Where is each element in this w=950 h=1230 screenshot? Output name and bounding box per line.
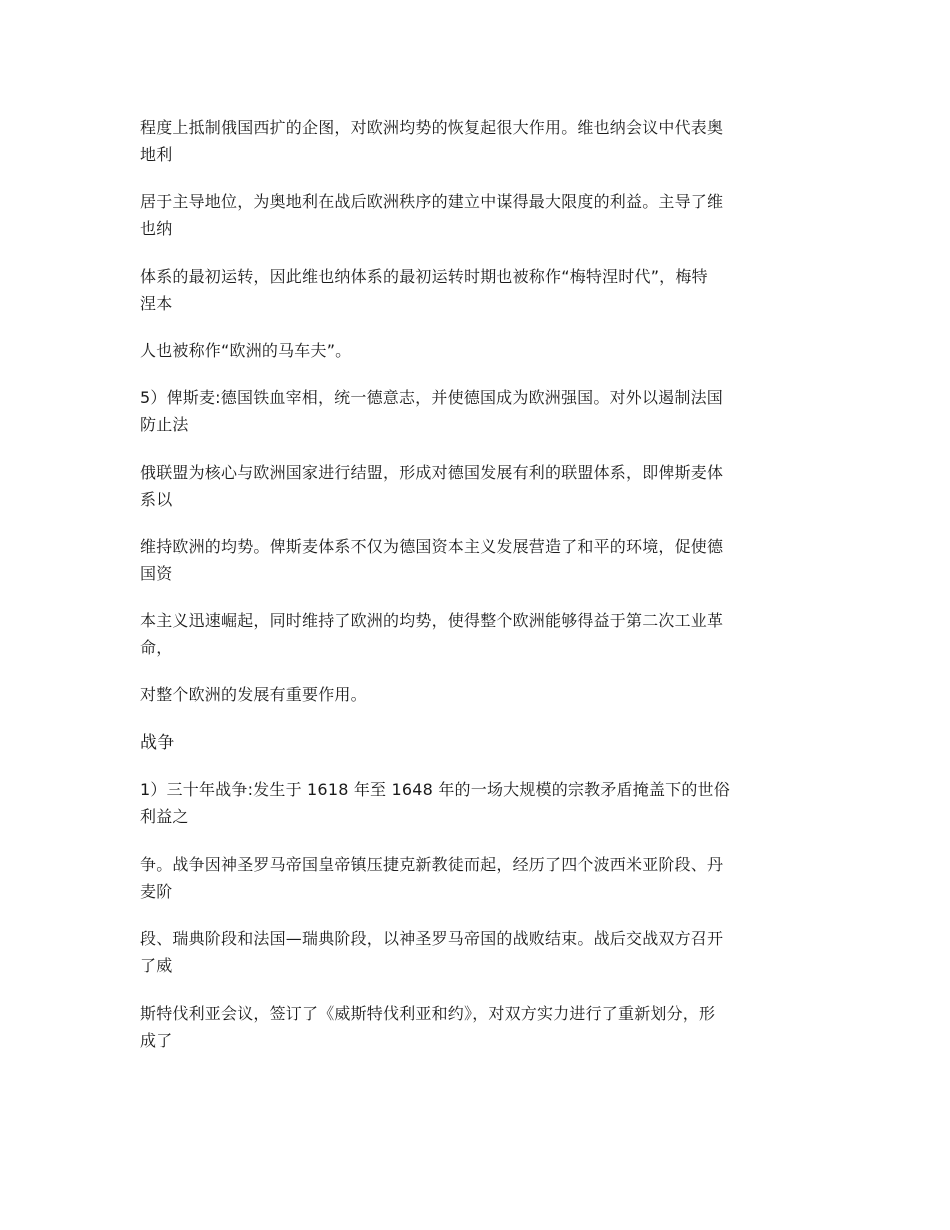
text-line: 居于主导地位，为奥地利在战后欧洲秩序的建立中谋得最大限度的利益。主导了维 bbox=[140, 192, 724, 211]
text-line: 国资 bbox=[140, 564, 173, 583]
text-line: 命， bbox=[140, 638, 173, 657]
text-line: 成了 bbox=[140, 1031, 173, 1050]
text-line: 1）三十年战争:发生于 1618 年至 1648 年的一场大规模的宗教矛盾掩盖下的世俗 bbox=[140, 780, 730, 799]
text-line: 体系的最初运转，因此维也纳体系的最初运转时期也被称作“梅特涅时代”，梅特 bbox=[140, 267, 708, 286]
text-line: 了威 bbox=[140, 956, 173, 975]
text-line: 麦阶 bbox=[140, 882, 173, 901]
text-line: 地利 bbox=[140, 145, 173, 164]
text-line: 也纳 bbox=[140, 219, 173, 238]
text-line: 争。战争因神圣罗马帝国皇帝镇压捷克新教徒而起，经历了四个波西米亚阶段、丹 bbox=[140, 855, 724, 874]
text-line: 涅本 bbox=[140, 294, 173, 313]
text-line: 本主义迅速崛起，同时维持了欧洲的均势，使得整个欧洲能够得益于第二次工业革 bbox=[140, 611, 724, 630]
text-line: 5）俾斯麦:德国铁血宰相，统一德意志，并使德国成为欧洲强国。对外以遏制法国 bbox=[140, 388, 723, 407]
text-line: 斯特伐利亚会议，签订了《威斯特伐利亚和约》，对双方实力进行了重新划分，形 bbox=[140, 1004, 716, 1023]
section-heading: 战争 bbox=[140, 733, 175, 753]
text-line: 系以 bbox=[140, 490, 173, 509]
text-line: 人也被称作“欧洲的马车夫”。 bbox=[140, 341, 352, 360]
text-line: 对整个欧洲的发展有重要作用。 bbox=[140, 685, 367, 704]
text-line: 俄联盟为核心与欧洲国家进行结盟，形成对德国发展有利的联盟体系，即俾斯麦体 bbox=[140, 463, 724, 482]
text-line: 防止法 bbox=[140, 415, 189, 434]
text-line: 段、瑞典阶段和法国—瑞典阶段，以神圣罗马帝国的战败结束。战后交战双方召开 bbox=[140, 929, 724, 948]
text-line: 利益之 bbox=[140, 807, 189, 826]
text-line: 程度上抵制俄国西扩的企图，对欧洲均势的恢复起很大作用。维也纳会议中代表奥 bbox=[140, 118, 724, 137]
text-line: 维持欧洲的均势。俾斯麦体系不仅为德国资本主义发展营造了和平的环境，促使德 bbox=[140, 537, 724, 556]
